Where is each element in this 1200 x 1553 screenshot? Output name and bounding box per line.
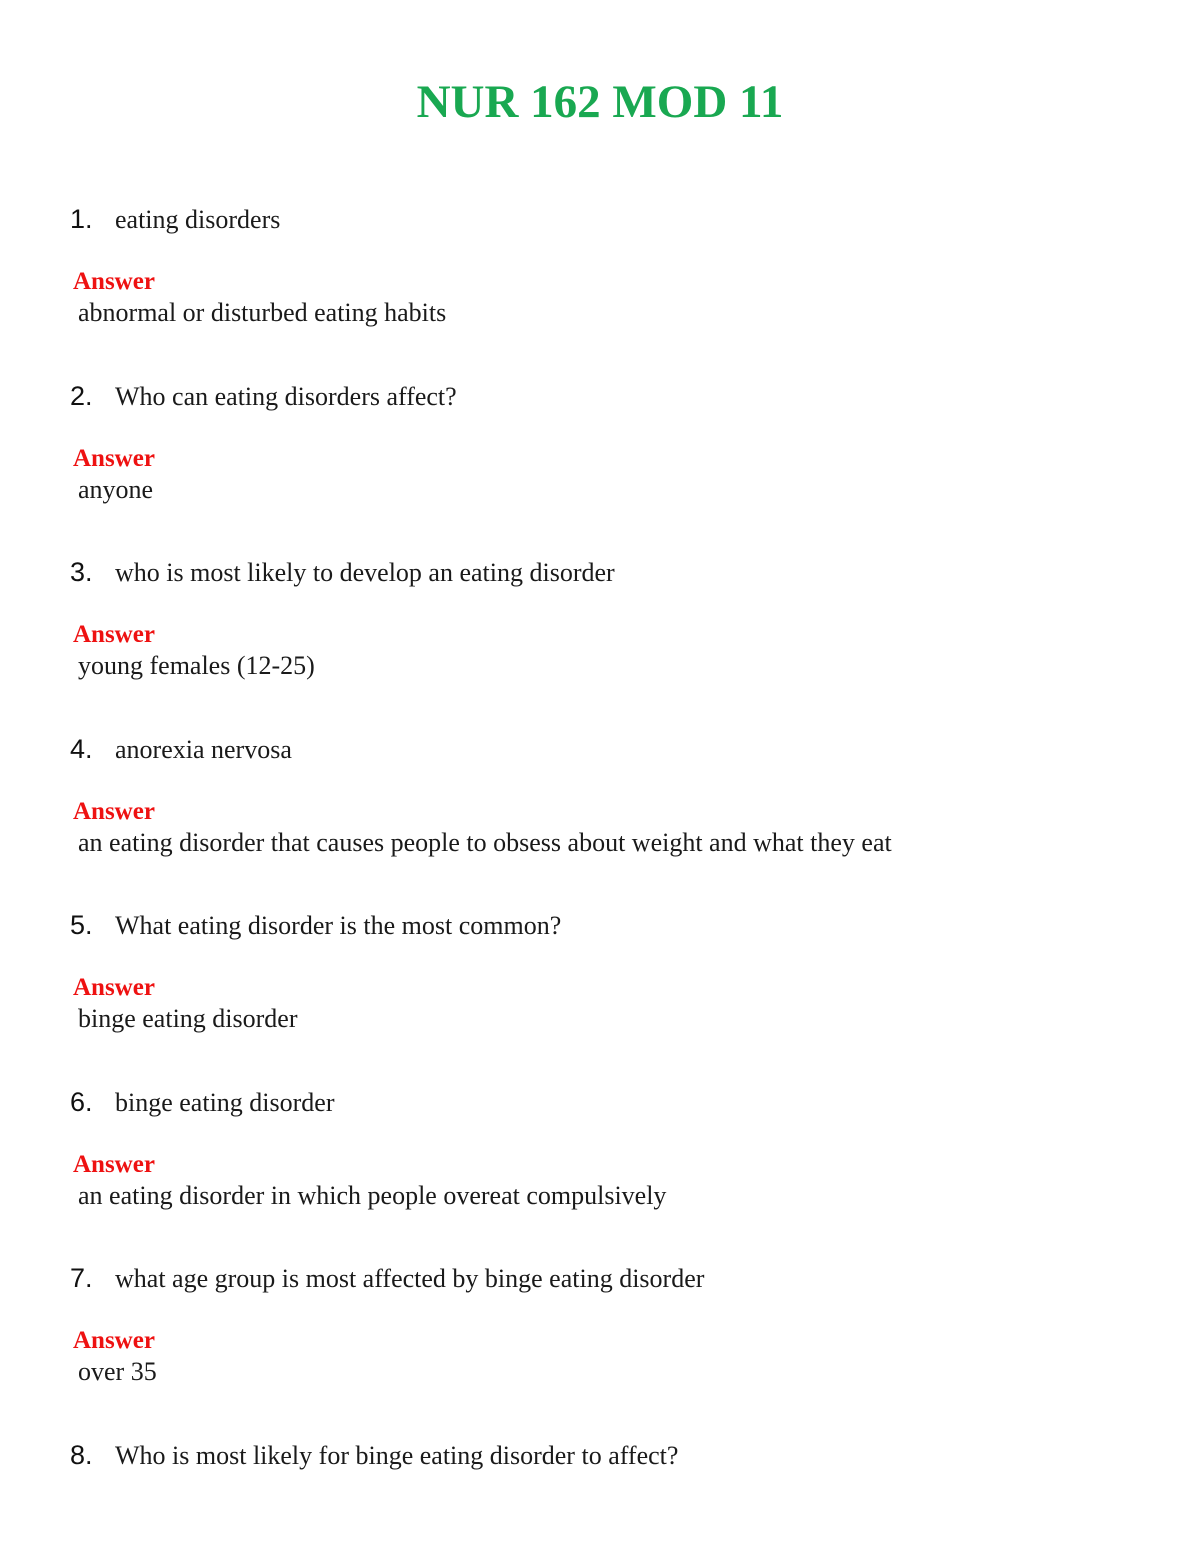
answer-text: abnormal or disturbed eating habits bbox=[78, 298, 447, 327]
question-line bbox=[70, 204, 280, 235]
question-text: eating disorders bbox=[115, 205, 281, 234]
answer-label: Answer bbox=[73, 268, 155, 295]
question-number: 2. bbox=[70, 381, 93, 411]
answer-label: Answer bbox=[73, 445, 155, 472]
question-text: What eating disorder is the most common? bbox=[115, 911, 562, 940]
answer-text: young females (12-25) bbox=[78, 651, 315, 680]
question-number: 8. bbox=[70, 1440, 93, 1470]
question-line bbox=[70, 734, 292, 765]
question-number: 4. bbox=[70, 734, 93, 764]
question-text: anorexia nervosa bbox=[115, 735, 292, 764]
question-line bbox=[70, 1263, 704, 1294]
question-number: 7. bbox=[70, 1263, 93, 1293]
page-title: NUR 162 MOD 11 bbox=[416, 76, 784, 128]
question-line bbox=[70, 557, 615, 588]
answer-label: Answer bbox=[73, 974, 155, 1001]
question-line bbox=[70, 381, 457, 412]
question-text: Who is most likely for binge eating disorder to affect? bbox=[115, 1441, 679, 1470]
question-line bbox=[70, 1087, 335, 1118]
question-line bbox=[70, 1440, 678, 1471]
question-number: 1. bbox=[70, 204, 93, 234]
answer-text: an eating disorder that causes people to obsess about weight and what they eat bbox=[78, 828, 892, 857]
question-number: 5. bbox=[70, 910, 93, 940]
question-line bbox=[70, 910, 561, 941]
answer-label: Answer bbox=[73, 1327, 155, 1354]
question-text: Who can eating disorders affect? bbox=[115, 382, 457, 411]
answer-text: anyone bbox=[78, 475, 154, 504]
answer-label: Answer bbox=[73, 1151, 155, 1178]
answer-label: Answer bbox=[73, 798, 155, 825]
answer-text: over 35 bbox=[78, 1357, 157, 1386]
question-text: what age group is most affected by binge eating disorder bbox=[115, 1264, 705, 1293]
question-number: 3. bbox=[70, 557, 93, 587]
answer-text: an eating disorder in which people overeat compulsively bbox=[78, 1181, 667, 1210]
question-number: 6. bbox=[70, 1087, 93, 1117]
question-text: binge eating disorder bbox=[115, 1088, 335, 1117]
answer-label: Answer bbox=[73, 621, 155, 648]
question-text: who is most likely to develop an eating disorder bbox=[115, 558, 615, 587]
answer-text: binge eating disorder bbox=[78, 1004, 298, 1033]
